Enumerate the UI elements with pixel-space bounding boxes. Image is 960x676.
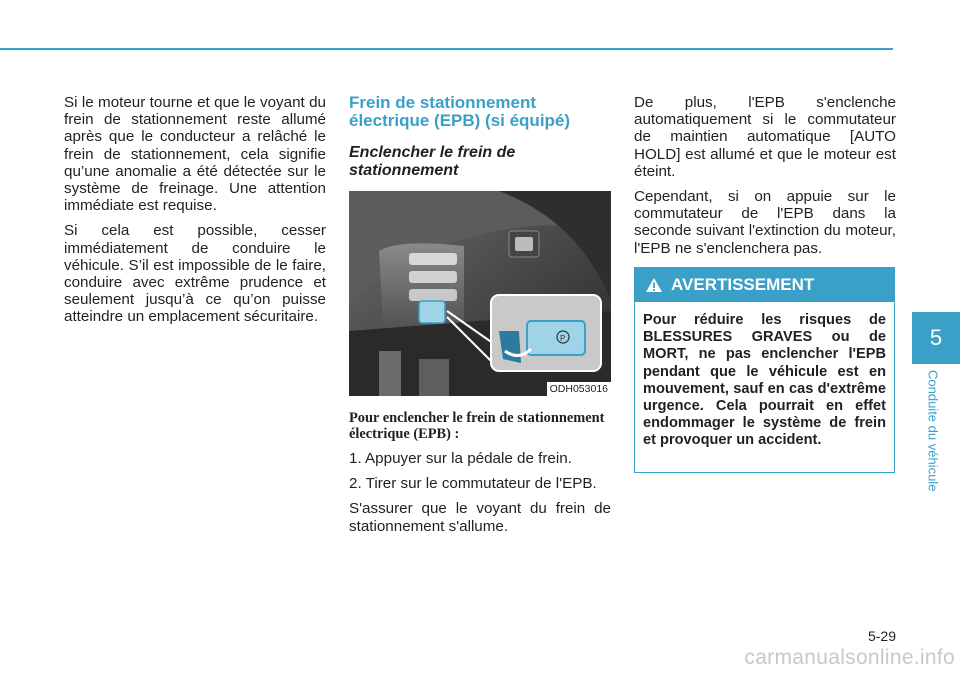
warning-triangle-icon [645,277,663,293]
chapter-label: Conduite du véhicule [925,370,941,492]
paragraph-epb-exception: Cependant, si on appuie sur le commutateur de l'EPB dans la seconde suivant l'extinction du moteur, l'EPB ne s'enclenchera pas. [634,188,896,257]
top-rule [0,48,893,50]
left-column [64,94,326,334]
step-pull-switch: 2. Tirer sur le commutateur de l'EPB. [349,475,597,493]
paragraph-stop-driving: Si cela est possible, cesser immédiatement de conduire le véhicule. S’il est impossible de le faire, conduire avec extrême prudence et seulement jusqu’à ce qu’on puisse atteindre un emplacement sécuritaire. [64,222,326,326]
epb-switch-figure [349,191,611,396]
warning-text: Pour réduire les risques de BLESSURES GRAVES ou de MORT, ne pas enclencher l'EPB pendant que le véhicule est en mouvement, sauf en cas d'extrême urgence. Cela pourrait en effet endommager le système de frein et provoquer un accident. [643,312,886,449]
warning-box [634,267,895,473]
chapter-tab [912,312,960,364]
warning-header [635,268,894,302]
step-brake-pedal: 1. Appuyer sur la pédale de frein. [349,450,572,467]
warning-title: AVERTISSEMENT [671,275,815,294]
chapter-number: 5 [929,325,943,350]
dashboard-illustration [349,191,611,396]
paragraph-auto-hold: De plus, l'EPB s'enclenche automatiquement si le commutateur de maintien automatique [AUTO HOLD] est allumé et que le moteur est éteint. [634,94,896,180]
middle-column [349,94,611,543]
paragraph-warning-light: Si le moteur tourne et que le voyant du frein de stationnement reste allumé après que le conducteur a relâché le frein de stationnement, cela signifie qu’une anomalie a été détectée sur le système de freinage. Une attention immédiate est requise. [64,94,326,215]
watermark: carmanualsonline.info [744,646,955,669]
figure-code: ODH053016 [547,382,611,396]
svg-text:P: P [560,334,566,343]
paragraph-check-light: S'assurer que le voyant du frein de stationnement s'allume. [349,500,611,535]
section-title: Frein de stationnement électrique (EPB) (si équipé) [349,93,571,130]
subsection-title: Enclencher le frein de stationnement [349,144,516,179]
right-column [634,94,896,265]
procedure-heading: Pour enclencher le frein de stationnement électrique (EPB) : [349,410,605,442]
page-number: 5-29 [867,628,896,644]
